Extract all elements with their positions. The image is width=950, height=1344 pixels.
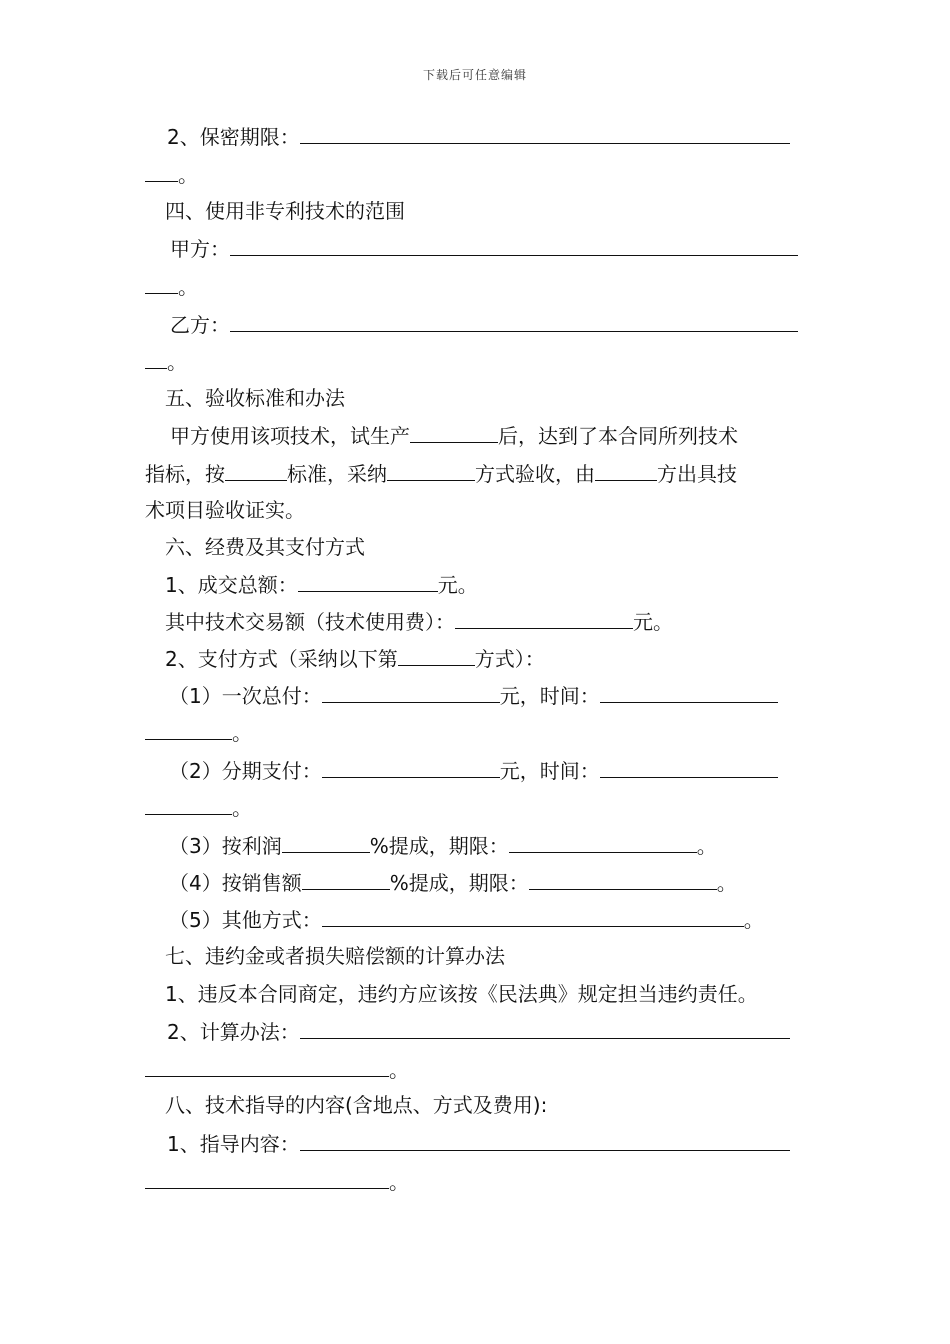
installment-line xyxy=(145,756,810,784)
profit-period-label: %提成，期限： xyxy=(369,834,509,858)
lump-sum-continuation xyxy=(145,718,810,746)
acceptance-line-2 xyxy=(145,459,810,487)
payment-method-label: 方式）： xyxy=(474,647,545,671)
lump-sum-label: （1）一次总付： xyxy=(169,684,322,708)
acceptance-method-field[interactable] xyxy=(387,459,475,481)
installment-time-label: 元，时间： xyxy=(499,759,600,783)
breach-liability-text: 1、违反本合同商定，违约方应该按《民法典》规定担当违约责任。 xyxy=(165,982,758,1006)
party-a-scope-continuation xyxy=(145,272,810,300)
period-end-mark: 。 xyxy=(696,834,717,858)
party-b-scope-continuation xyxy=(145,347,810,375)
sales-share-label: （4）按销售额 xyxy=(169,871,302,895)
calculation-method-label: 2、计算办法： xyxy=(167,1020,300,1044)
tech-fee-line xyxy=(145,607,810,635)
tech-fee-field[interactable] xyxy=(455,607,633,629)
section-eight-heading-line xyxy=(145,1091,810,1119)
acceptance-text: 甲方使用该项技术，试生产 xyxy=(170,424,410,448)
confidentiality-period-field[interactable] xyxy=(300,122,790,144)
tech-fee-label: 其中技术交易额（技术使用费）： xyxy=(165,610,455,634)
party-b-scope-field-cont[interactable] xyxy=(145,347,167,369)
profit-period-field[interactable] xyxy=(509,831,697,853)
sales-percent-field[interactable] xyxy=(302,868,390,890)
acceptance-line-1 xyxy=(145,421,810,449)
installment-continuation xyxy=(145,793,810,821)
calculation-method-line xyxy=(145,1017,810,1045)
standard-field[interactable] xyxy=(225,459,287,481)
payment-method-label: 2、支付方式（采纳以下第 xyxy=(165,647,398,671)
calculation-method-continuation xyxy=(145,1055,810,1083)
party-b-scope-field[interactable] xyxy=(230,310,798,332)
acceptance-line-3 xyxy=(145,496,810,524)
lump-sum-time-field[interactable] xyxy=(600,681,778,703)
section-seven-heading: 七、违约金或者损失赔偿额的计算办法 xyxy=(165,944,505,968)
party-b-scope-line xyxy=(145,310,810,338)
confidentiality-period-line xyxy=(145,122,810,150)
party-a-scope-field-cont[interactable] xyxy=(145,272,178,294)
section-five-heading-line xyxy=(145,384,810,412)
party-a-scope-field[interactable] xyxy=(230,234,798,256)
guidance-content-field-cont[interactable] xyxy=(145,1167,389,1189)
lump-sum-line xyxy=(145,681,810,709)
confidentiality-period-label: 2、保密期限： xyxy=(167,125,300,149)
period-end-mark: 。 xyxy=(389,1170,409,1194)
period-end-mark: 。 xyxy=(389,1058,409,1082)
acceptance-text: 方式验收，由 xyxy=(475,462,595,486)
installment-amount-field[interactable] xyxy=(322,756,500,778)
section-seven-heading-line xyxy=(145,942,810,970)
section-six-heading-line xyxy=(145,533,810,561)
guidance-content-label: 1、指导内容： xyxy=(167,1132,300,1156)
total-amount-line xyxy=(145,570,810,598)
currency-unit: 元。 xyxy=(633,610,673,634)
period-end-mark: 。 xyxy=(178,163,198,187)
calculation-method-field-cont[interactable] xyxy=(145,1055,389,1077)
currency-unit: 元。 xyxy=(437,573,478,597)
total-amount-label: 1、成交总额： xyxy=(165,573,298,597)
acceptance-text: 指标，按 xyxy=(145,462,225,486)
period-end-mark: 。 xyxy=(232,796,252,820)
period-end-mark: 。 xyxy=(167,350,187,374)
guidance-content-field[interactable] xyxy=(300,1129,790,1151)
acceptance-text: 术项目验收证实。 xyxy=(145,498,305,522)
lump-sum-time-field-cont[interactable] xyxy=(145,718,232,740)
lump-sum-time-label: 元，时间： xyxy=(499,684,600,708)
calculation-method-field[interactable] xyxy=(300,1017,790,1039)
section-eight-heading: 八、技术指导的内容(含地点、方式及费用): xyxy=(165,1093,548,1117)
party-b-label: 乙方： xyxy=(170,313,230,337)
confidentiality-period-field-cont[interactable] xyxy=(145,160,178,182)
section-six-heading: 六、经费及其支付方式 xyxy=(165,535,365,559)
other-method-field[interactable] xyxy=(322,905,744,927)
other-method-label: （5）其他方式： xyxy=(169,908,322,932)
breach-liability-line xyxy=(145,980,810,1008)
payment-method-line xyxy=(145,644,810,672)
period-end-mark: 。 xyxy=(178,275,198,299)
installment-label: （2）分期支付： xyxy=(169,759,322,783)
installment-time-field-cont[interactable] xyxy=(145,793,232,815)
sales-period-label: %提成，期限： xyxy=(389,871,529,895)
section-five-heading: 五、验收标准和办法 xyxy=(165,386,345,410)
section-four-heading-line xyxy=(145,197,810,225)
acceptance-text: 标准，采纳 xyxy=(287,462,387,486)
total-amount-field[interactable] xyxy=(298,570,438,592)
lump-sum-amount-field[interactable] xyxy=(322,681,500,703)
acceptance-text: 后，达到了本合同所列技术 xyxy=(498,424,738,448)
acceptance-text: 方出具技 xyxy=(657,462,737,486)
profit-share-line xyxy=(145,831,810,859)
period-end-mark: 。 xyxy=(743,908,764,932)
sales-share-line xyxy=(145,868,810,896)
issuing-party-field[interactable] xyxy=(595,459,657,481)
guidance-content-line xyxy=(145,1129,810,1157)
payment-option-field[interactable] xyxy=(398,644,475,666)
section-four-heading: 四、使用非专利技术的范围 xyxy=(165,199,405,223)
confidentiality-period-continuation xyxy=(145,160,810,188)
party-a-scope-line xyxy=(145,234,810,262)
sales-period-field[interactable] xyxy=(529,868,717,890)
period-end-mark: 。 xyxy=(716,871,737,895)
profit-share-label: （3）按利润 xyxy=(169,834,282,858)
installment-time-field[interactable] xyxy=(600,756,778,778)
profit-percent-field[interactable] xyxy=(282,831,370,853)
trial-production-field[interactable] xyxy=(410,421,498,443)
other-method-line xyxy=(145,905,810,933)
guidance-content-continuation xyxy=(145,1167,810,1195)
party-a-label: 甲方： xyxy=(170,237,230,261)
page-header: 下载后可任意编辑 xyxy=(422,68,527,82)
period-end-mark: 。 xyxy=(232,721,252,745)
